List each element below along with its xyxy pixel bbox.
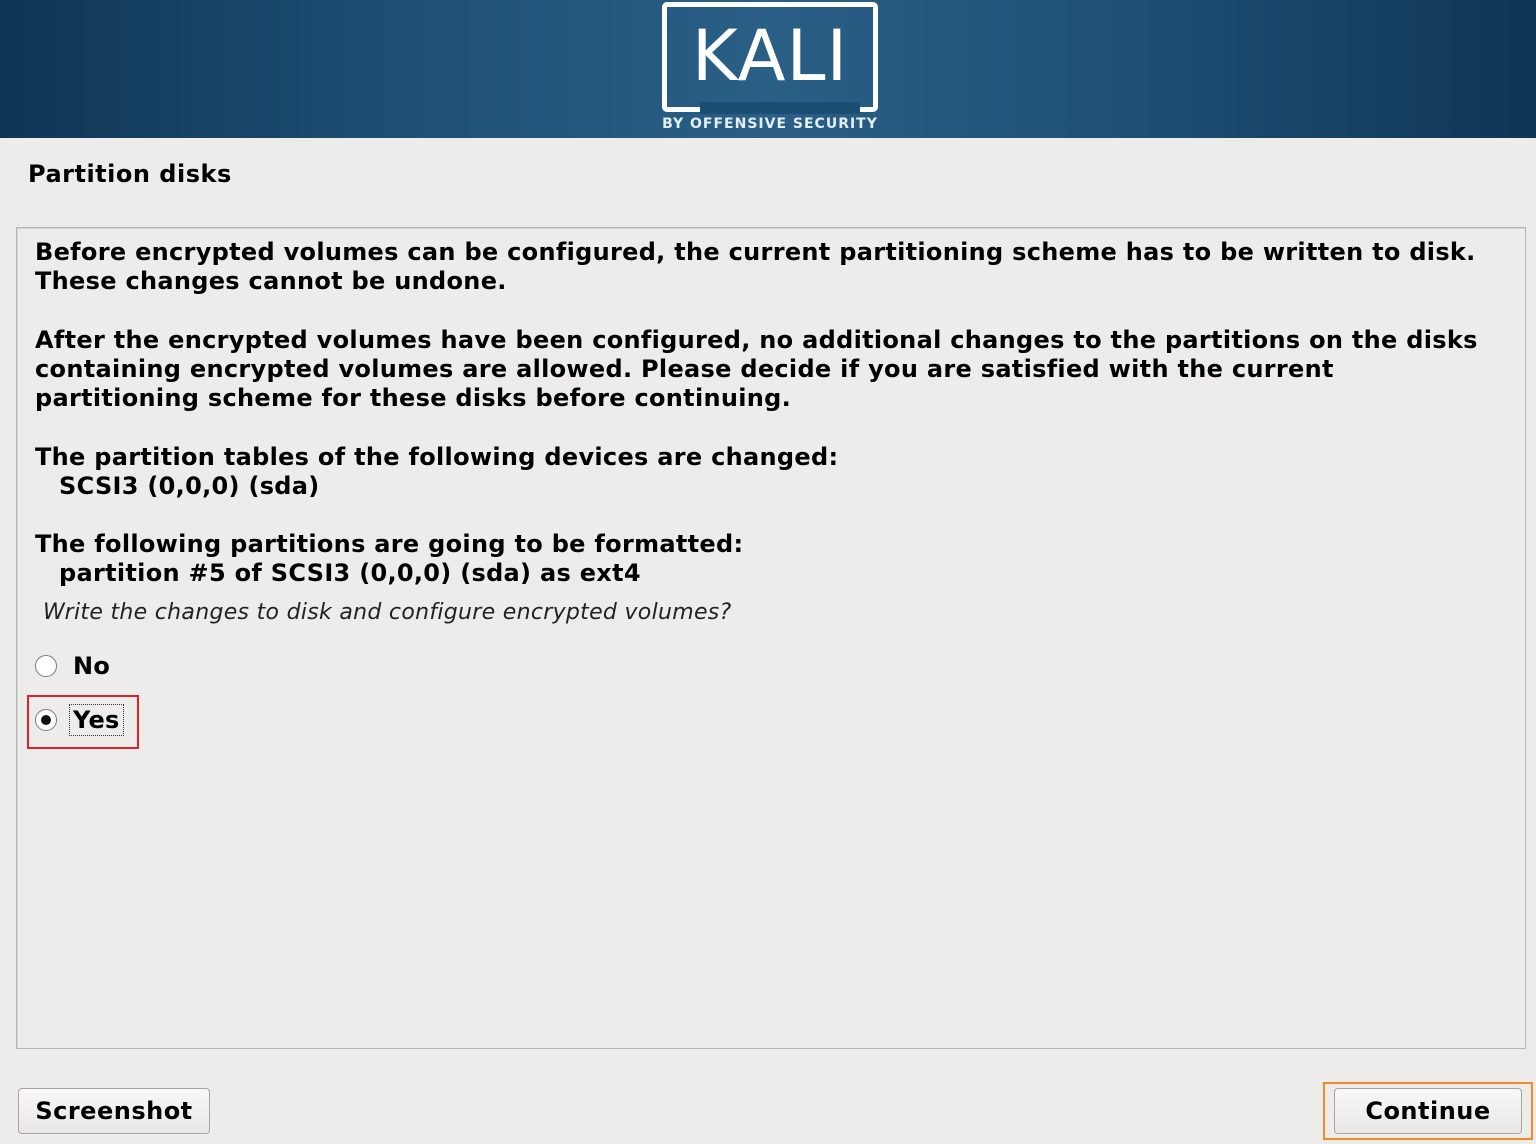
option-no-label[interactable]: No (73, 652, 111, 680)
logo-text: KALI (691, 15, 849, 97)
screenshot-button[interactable]: Screenshot (18, 1088, 210, 1134)
paragraph-encryption-note (35, 326, 1478, 413)
option-yes-label[interactable]: Yes (73, 706, 120, 734)
paragraph-line: After the encrypted volumes have been configured, no additional changes to the partitions on the disks (35, 326, 1478, 354)
changed-tables-section (35, 443, 838, 501)
paragraph-line: Before encrypted volumes can be configured, the current partitioning scheme has to be written to disk. (35, 238, 1476, 266)
radio-no[interactable] (35, 655, 57, 677)
content-panel (16, 227, 1526, 1049)
kali-banner (0, 0, 1536, 138)
format-heading: The following partitions are going to be formatted: (35, 530, 744, 558)
changed-tables-heading: The partition tables of the following devices are changed: (35, 443, 839, 471)
kali-logo (662, 2, 878, 136)
paragraph-line: containing encrypted volumes are allowed. Please decide if you are satisfied with the current (35, 355, 1334, 383)
question-prompt: Write the changes to disk and configure encrypted volumes? (43, 600, 732, 625)
paragraph-write-warning (35, 238, 1476, 296)
yes-highlight-box (27, 695, 139, 749)
page-title: Partition disks (28, 160, 232, 188)
format-section (35, 530, 743, 588)
paragraph-line: partitioning scheme for these disks before continuing. (35, 384, 792, 412)
logo-frame-gap (700, 102, 860, 114)
paragraph-line: These changes cannot be undone. (35, 267, 507, 295)
logo-subtitle: BY OFFENSIVE SECURITY (662, 116, 878, 132)
continue-button[interactable]: Continue (1334, 1088, 1522, 1134)
format-partition: partition #5 of SCSI3 (0,0,0) (sda) as ext4 (59, 559, 641, 587)
option-no[interactable] (35, 650, 112, 682)
changed-device: SCSI3 (0,0,0) (sda) (59, 472, 320, 500)
